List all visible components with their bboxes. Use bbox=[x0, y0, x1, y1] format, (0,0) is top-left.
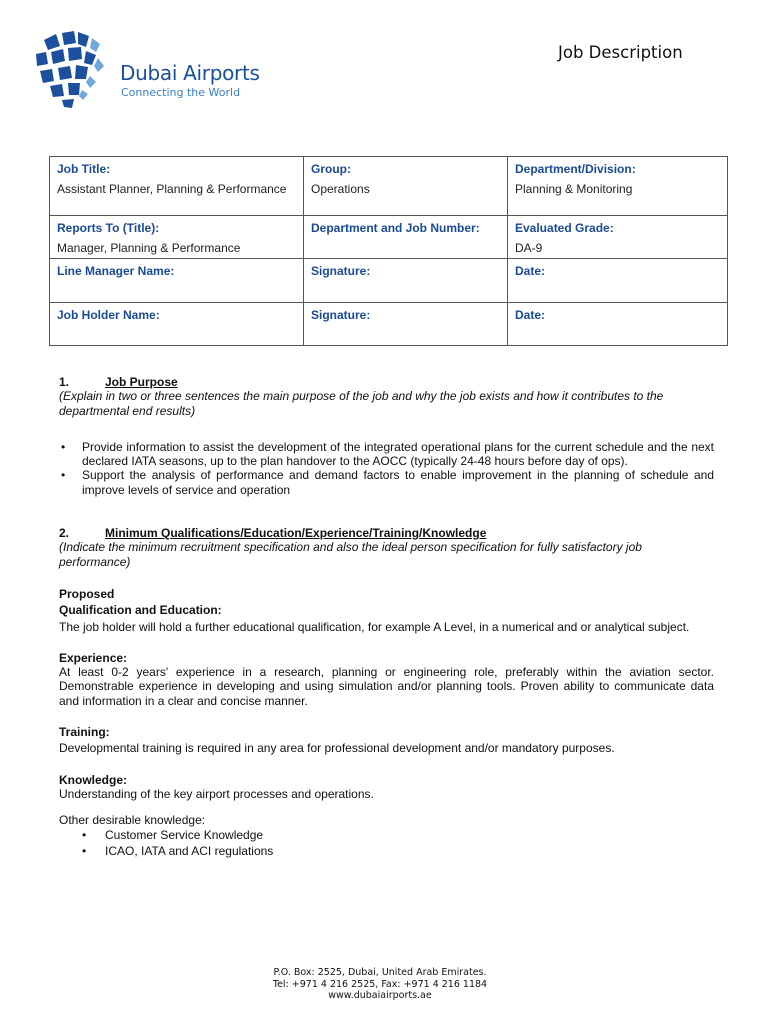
list-item: • Provide information to assist the development of the integrated operational plans for the current schedule and the next declared IATA seasons, up to the plan handover to the AOCC (typically 24-48 hours before day of ops). bbox=[59, 440, 714, 469]
brand-name: Dubai Airports bbox=[120, 61, 260, 85]
knowledge-list bbox=[59, 828, 714, 859]
evaluated-grade-label: Evaluated Grade: bbox=[515, 221, 614, 235]
reports-to-label: Reports To (Title): bbox=[57, 221, 160, 235]
knowledge-text: Understanding of the key airport processes and operations. bbox=[59, 786, 374, 801]
department-value: Planning & Monitoring bbox=[515, 182, 633, 196]
knowledge-heading: Knowledge: bbox=[59, 772, 127, 787]
dept-job-number-cell bbox=[304, 216, 508, 259]
evaluated-grade-cell bbox=[508, 216, 728, 259]
section-number: 1. bbox=[59, 375, 70, 389]
date-cell-1 bbox=[508, 259, 728, 303]
reports-to-cell bbox=[50, 216, 304, 259]
brand-tagline: Connecting the World bbox=[121, 86, 241, 99]
date-label: Date: bbox=[515, 264, 546, 278]
section-2-instruction: (Indicate the minimum recruitment specification and also the ideal person specification for fully satisfactory job performance) bbox=[59, 540, 642, 569]
experience-heading: Experience: bbox=[59, 650, 128, 665]
group-value: Operations bbox=[311, 182, 370, 196]
date-label: Date: bbox=[515, 308, 546, 322]
reports-to-value: Manager, Planning & Performance bbox=[57, 241, 241, 255]
group-label: Group: bbox=[311, 162, 351, 176]
department-label: Department/Division: bbox=[515, 162, 636, 176]
footer bbox=[0, 967, 760, 1002]
section-title: Job Purpose bbox=[105, 375, 178, 389]
job-purpose-list bbox=[59, 440, 714, 497]
line-manager-cell bbox=[50, 259, 304, 303]
document-title: Job Description bbox=[558, 43, 683, 62]
globe-logo-icon bbox=[34, 30, 116, 110]
section-1-heading bbox=[59, 375, 714, 389]
list-item: • Customer Service Knowledge bbox=[80, 828, 714, 842]
line-manager-label: Line Manager Name: bbox=[57, 264, 175, 278]
job-holder-label: Job Holder Name: bbox=[57, 308, 160, 322]
footer-website: www.dubaiairports.ae bbox=[328, 990, 432, 1001]
list-item: • Support the analysis of performance and demand factors to enable improvement in the planning of schedule and improve levels of service and operation bbox=[59, 468, 714, 497]
proposed-label: Proposed bbox=[59, 586, 115, 601]
section-number: 2. bbox=[59, 526, 70, 541]
group-cell bbox=[304, 157, 508, 216]
job-holder-cell bbox=[50, 303, 304, 346]
qualification-text: The job holder will hold a further educational qualification, for example A Level, in a numerical and or analytical subject. bbox=[59, 619, 690, 634]
experience-text: At least 0-2 years' experience in a research, planning or engineering role, preferably within the aviation sector. Demonstrable experience in developing and using simulation and/or planning tools. Proven ability to communicate data and information in a clear and concise manner. bbox=[59, 665, 714, 708]
qualification-heading: Qualification and Education: bbox=[59, 603, 222, 618]
other-knowledge-label: Other desirable knowledge: bbox=[59, 813, 206, 828]
signature-cell-2 bbox=[304, 303, 508, 346]
dept-job-number-label: Department and Job Number: bbox=[311, 221, 480, 235]
signature-label: Signature: bbox=[311, 308, 371, 322]
list-item: • ICAO, IATA and ACI regulations bbox=[80, 844, 714, 858]
dubai-airports-logo bbox=[34, 30, 274, 110]
job-title-cell bbox=[50, 157, 304, 216]
section-title: Minimum Qualifications/Education/Experience/Training/Knowledge bbox=[105, 526, 487, 541]
training-text: Developmental training is required in any area for professional development and/or mandatory purposes. bbox=[59, 741, 615, 756]
job-info-table bbox=[49, 156, 728, 346]
document-body bbox=[59, 375, 714, 860]
evaluated-grade-value: DA-9 bbox=[515, 241, 543, 255]
footer-phone: Tel: +971 4 216 2525, Fax: +971 4 216 1184 bbox=[272, 978, 488, 990]
signature-cell-1 bbox=[304, 259, 508, 303]
section-2-heading bbox=[59, 526, 714, 540]
job-title-label: Job Title: bbox=[57, 162, 111, 176]
footer-address: P.O. Box: 2525, Dubai, United Arab Emirates. bbox=[273, 967, 487, 978]
section-1-instruction: (Explain in two or three sentences the main purpose of the job and why the job exists and how it contributes to the departmental end results) bbox=[59, 389, 664, 418]
department-cell bbox=[508, 157, 728, 216]
job-title-value: Assistant Planner, Planning & Performance bbox=[57, 182, 287, 196]
signature-label: Signature: bbox=[311, 264, 371, 278]
training-heading: Training: bbox=[59, 725, 110, 740]
date-cell-2 bbox=[508, 303, 728, 346]
